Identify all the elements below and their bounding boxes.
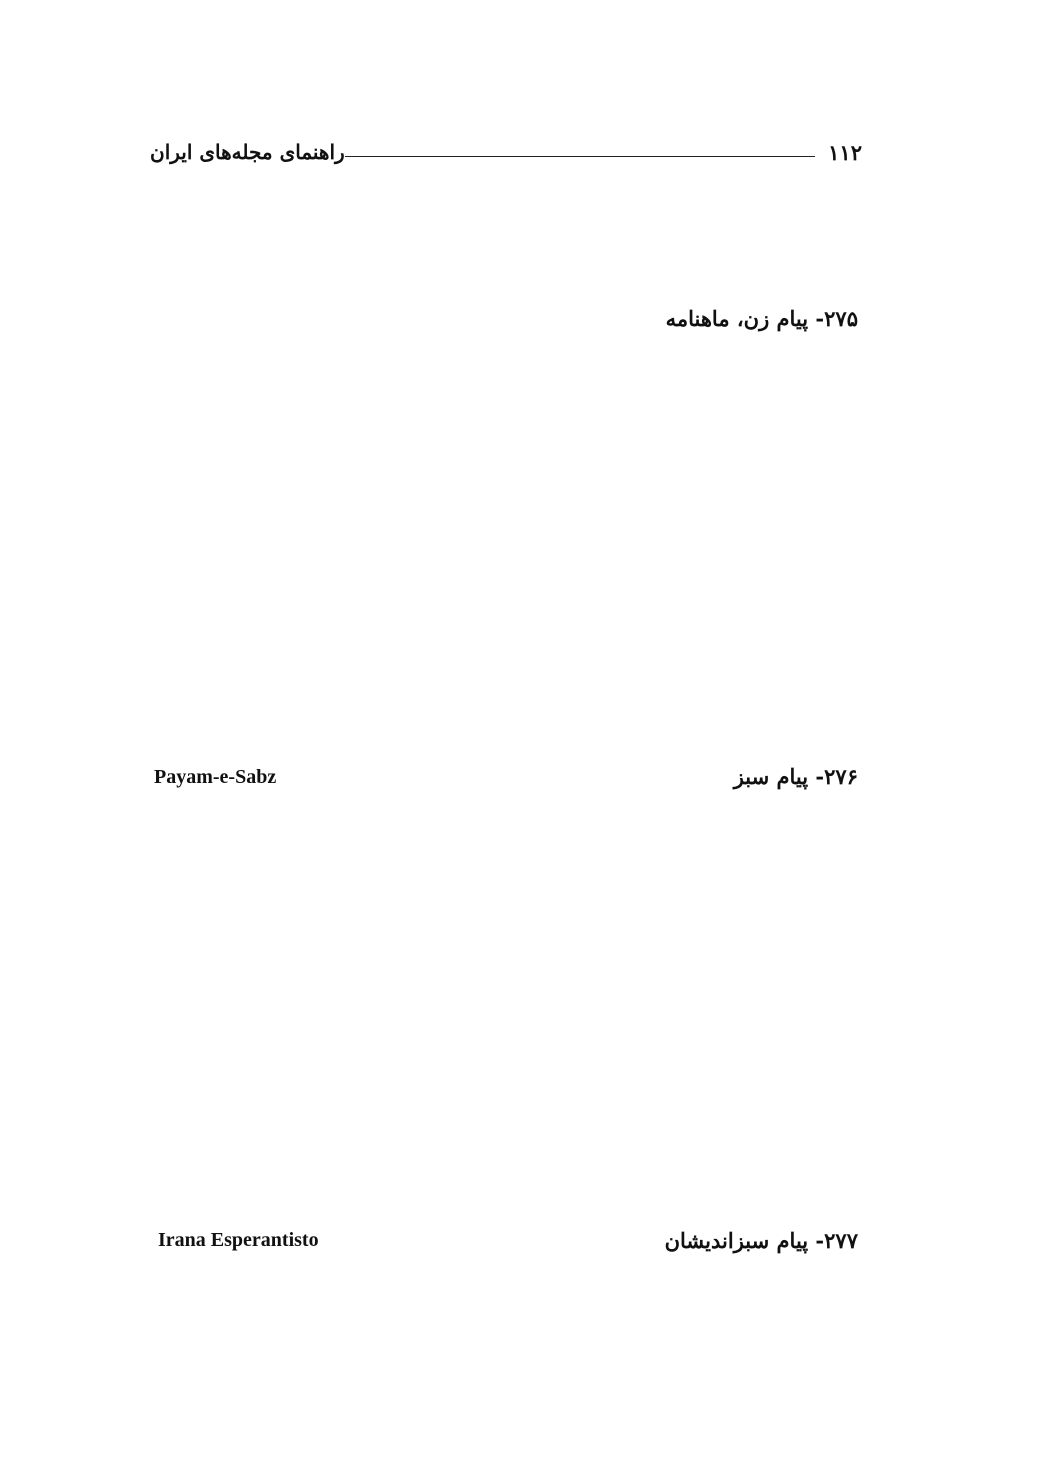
latin-title: Payam-e-Sabz <box>154 766 277 788</box>
latin-title: Irana Esperantisto <box>158 1229 319 1251</box>
entry-heading: ۲۷۵- پیام زن، ماهنامه <box>665 306 858 331</box>
entry-heading: ۲۷۶- پیام سبز <box>733 764 858 789</box>
entry-heading: ۲۷۷- پیام سبزاندیشان <box>664 1228 858 1253</box>
page-number: ۱۱۲ <box>828 140 862 165</box>
header-rule <box>345 156 815 157</box>
book-title: راهنمای مجله‌های ایران <box>150 140 345 164</box>
